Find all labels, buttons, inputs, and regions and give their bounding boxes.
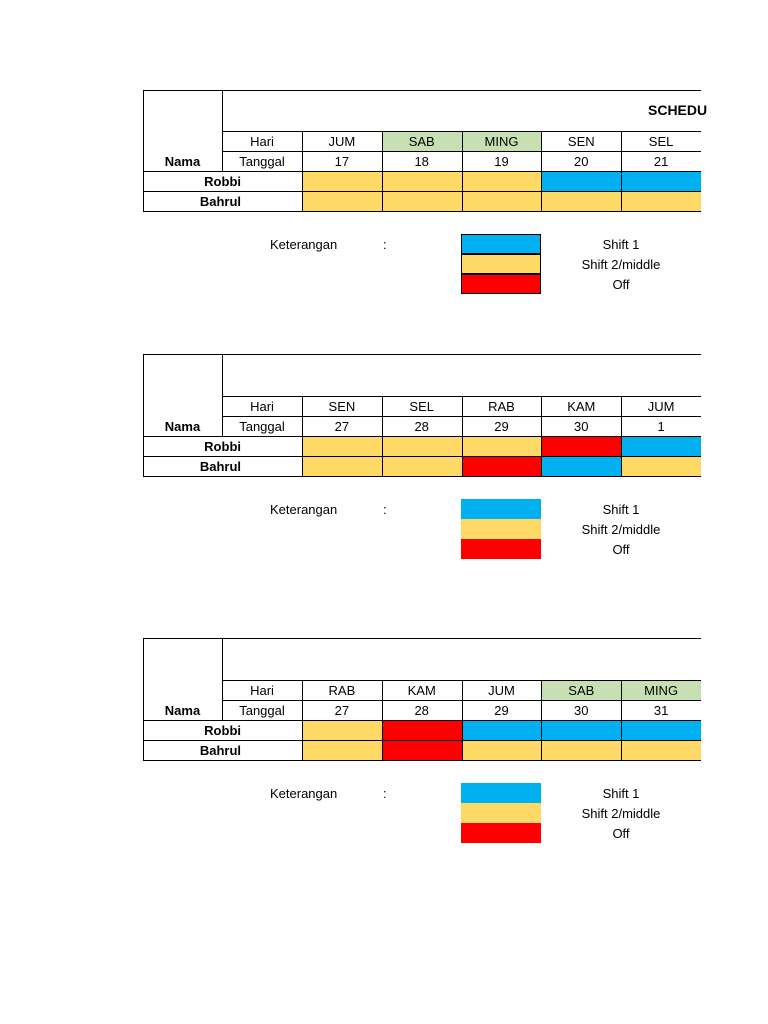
- day-label: MING: [484, 134, 519, 149]
- date-label: 30: [574, 419, 589, 434]
- shift-cell-shift2: [382, 436, 462, 456]
- legend-label: Shift 1: [602, 786, 640, 801]
- legend-label: Shift 1: [602, 502, 640, 517]
- shift-cell-shift2: [621, 456, 701, 476]
- date-label: 27: [334, 419, 350, 434]
- keterangan-label: Keterangan: [270, 237, 338, 252]
- employee-name: Robbi: [204, 174, 241, 189]
- shift-cell-shift2: [302, 171, 382, 191]
- day-label: JUM: [647, 399, 675, 414]
- shift-cell-shift2: [462, 436, 542, 456]
- date-label: 29: [494, 703, 509, 718]
- date-label: 30: [574, 703, 589, 718]
- shift-cell-shift2: [382, 191, 462, 211]
- day-label: SEL: [648, 134, 674, 149]
- hari-label: Hari: [250, 683, 274, 698]
- grid-line: [143, 720, 701, 721]
- shift-cell-shift1: [621, 436, 701, 456]
- schedule-section: [0, 638, 768, 858]
- schedule-section: [0, 90, 768, 310]
- nama-label: Nama: [164, 419, 201, 434]
- date-label: 1: [657, 419, 665, 434]
- keterangan-label: Keterangan: [270, 502, 338, 517]
- shift-cell-shift2: [382, 456, 462, 476]
- legend-swatch-shift2: [461, 803, 541, 823]
- day-label: RAB: [488, 399, 515, 414]
- legend-swatch-off: [461, 274, 541, 294]
- shift-cell-off: [541, 436, 621, 456]
- legend-swatch-shift1: [461, 783, 541, 803]
- legend-swatch-shift1: [461, 499, 541, 519]
- day-label: SEL: [409, 399, 434, 414]
- legend-label: Shift 2/middle: [581, 522, 661, 537]
- grid-line: [143, 638, 701, 639]
- legend-label: Off: [612, 277, 630, 292]
- date-label: 27: [334, 703, 350, 718]
- shift-cell-shift2: [302, 740, 382, 760]
- grid-line: [143, 436, 701, 437]
- legend-swatch-shift2: [461, 254, 541, 274]
- date-label: 20: [574, 154, 589, 169]
- employee-name: Bahrul: [199, 743, 241, 758]
- shift-cell-shift2: [382, 171, 462, 191]
- schedule-section: [0, 354, 768, 574]
- grid-line: [143, 760, 701, 761]
- grid-line: [143, 476, 701, 477]
- day-label: MING: [644, 683, 679, 698]
- legend-swatch-shift2: [461, 519, 541, 539]
- employee-name: Robbi: [204, 723, 241, 738]
- tanggal-label: Tanggal: [239, 703, 285, 718]
- shift-cell-shift1: [621, 171, 701, 191]
- date-label: 29: [494, 419, 509, 434]
- date-label: 31: [653, 703, 669, 718]
- legend-label: Shift 2/middle: [581, 257, 661, 272]
- shift-cell-shift2: [462, 740, 542, 760]
- grid-line: [143, 171, 701, 172]
- legend-swatch-off: [461, 539, 541, 559]
- date-label: 28: [414, 703, 429, 718]
- legend-swatch-shift1: [461, 234, 541, 254]
- shift-cell-shift1: [541, 171, 621, 191]
- day-label: SEN: [328, 399, 356, 414]
- colon-label: :: [383, 502, 387, 517]
- shift-cell-shift2: [621, 740, 701, 760]
- grid-line: [143, 211, 701, 212]
- grid-line: [143, 354, 701, 355]
- legend-label: Shift 2/middle: [581, 806, 661, 821]
- date-label: 19: [494, 154, 509, 169]
- shift-cell-shift2: [462, 191, 542, 211]
- legend-swatch-off: [461, 823, 541, 843]
- grid-line: [143, 456, 701, 457]
- day-label: SAB: [568, 683, 595, 698]
- day-label: SEN: [567, 134, 595, 149]
- shift-cell-shift2: [302, 456, 382, 476]
- employee-name: Bahrul: [199, 194, 241, 209]
- date-label: 28: [414, 419, 429, 434]
- shift-cell-shift2: [462, 171, 542, 191]
- legend-label: Shift 1: [602, 237, 640, 252]
- date-label: 17: [334, 154, 350, 169]
- shift-cell-shift1: [541, 720, 621, 740]
- schedule-title: SCHEDU: [648, 101, 708, 118]
- nama-label: Nama: [164, 154, 201, 169]
- grid-line: [143, 740, 701, 741]
- day-label: KAM: [407, 683, 436, 698]
- day-label: SAB: [408, 134, 435, 149]
- hari-label: Hari: [250, 399, 274, 414]
- employee-name: Bahrul: [199, 459, 241, 474]
- shift-cell-shift2: [541, 191, 621, 211]
- day-label: JUM: [488, 683, 515, 698]
- shift-cell-off: [382, 740, 462, 760]
- colon-label: :: [383, 786, 387, 801]
- date-label: 21: [653, 154, 669, 169]
- shift-cell-shift1: [621, 720, 701, 740]
- hari-label: Hari: [250, 134, 274, 149]
- shift-cell-shift1: [462, 720, 542, 740]
- shift-cell-shift2: [621, 191, 701, 211]
- shift-cell-shift1: [541, 456, 621, 476]
- employee-name: Robbi: [204, 439, 241, 454]
- tanggal-label: Tanggal: [239, 419, 285, 434]
- shift-cell-off: [462, 456, 542, 476]
- tanggal-label: Tanggal: [239, 154, 285, 169]
- keterangan-label: Keterangan: [270, 786, 338, 801]
- legend-label: Off: [612, 826, 630, 841]
- shift-cell-shift2: [302, 720, 382, 740]
- shift-cell-shift2: [541, 740, 621, 760]
- shift-cell-off: [382, 720, 462, 740]
- shift-cell-shift2: [302, 436, 382, 456]
- day-label: RAB: [328, 683, 356, 698]
- day-label: KAM: [567, 399, 596, 414]
- nama-label: Nama: [164, 703, 201, 718]
- day-label: JUM: [328, 134, 356, 149]
- grid-line: [143, 90, 701, 91]
- colon-label: :: [383, 237, 387, 252]
- grid-line: [143, 191, 701, 192]
- shift-cell-shift2: [302, 191, 382, 211]
- date-label: 18: [414, 154, 429, 169]
- legend-label: Off: [612, 542, 630, 557]
